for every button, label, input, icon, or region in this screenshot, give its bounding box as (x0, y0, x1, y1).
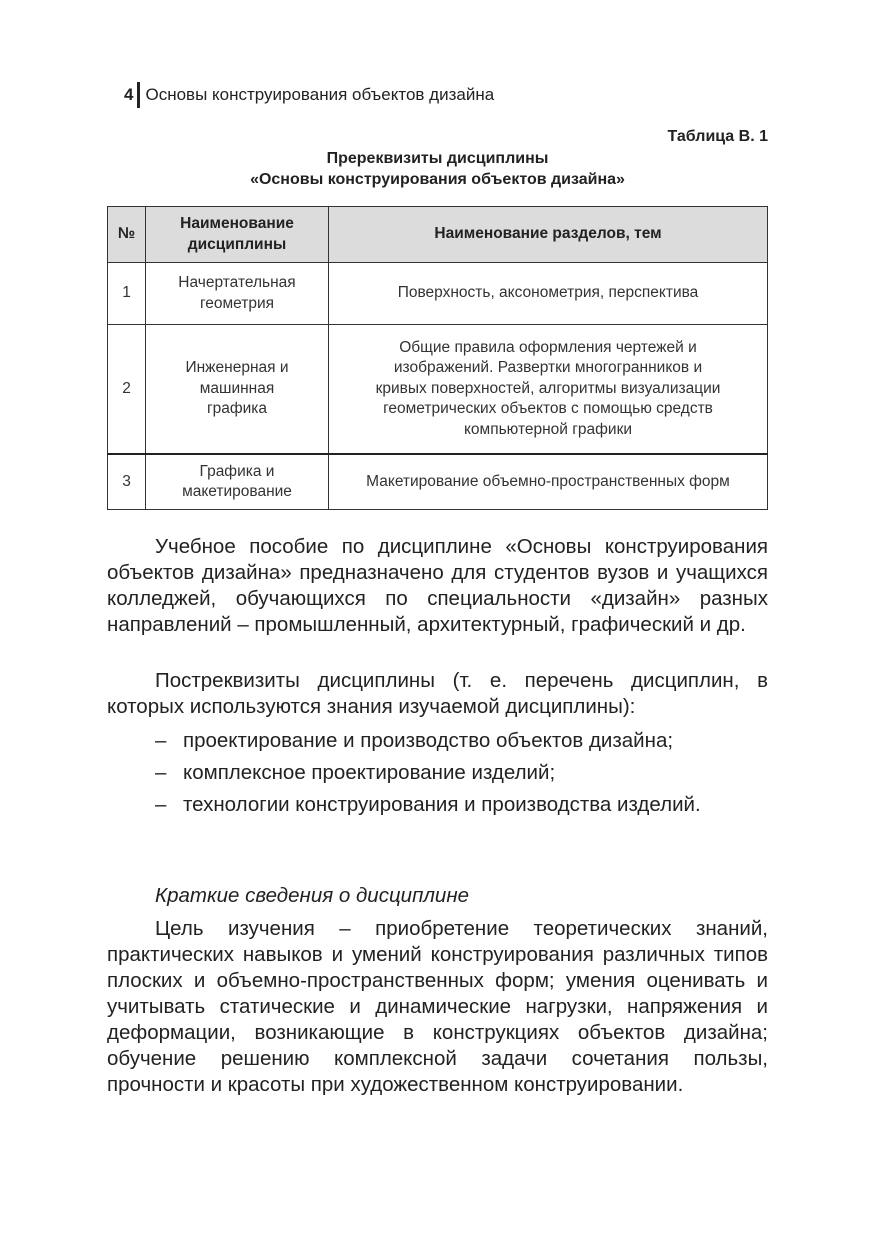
table-label: Таблица В. 1 (667, 128, 768, 145)
paragraph-postrequisites (107, 668, 768, 720)
row-number: 3 (108, 454, 146, 510)
dash-bullet: – (155, 729, 167, 752)
table-row (108, 454, 768, 510)
header-topics: Наименование разделов, тем (329, 207, 768, 263)
table-header-row (108, 207, 768, 263)
row-discipline: Начертательная геометрия (146, 263, 329, 325)
section-subheading: Краткие сведения о дисциплине (155, 884, 469, 907)
list-item (155, 760, 768, 786)
row-topics: Макетирование объемно-пространственных форм (329, 454, 768, 510)
table-row (108, 325, 768, 455)
paragraph-text: Постреквизиты дисциплины (т. е. перечень дисциплин, в которых используются знания изучаемой дисциплины): (107, 669, 768, 718)
row-topics: Поверхность, аксонометрия, перспектива (329, 263, 768, 325)
paragraph-text: Цель изучения – приобретение теоретических знаний, практических навыков и умений конструирования различных типов плоских и объемно-пространственных форм; умения оценивать и учитывать статические и динамические нагрузки, напряжения и деформации, возникающие в конструкциях объектов дизайна; обучение решению комплексной задачи сочетания пользы, прочности и красоты при художественном конструировании. (107, 917, 768, 1096)
table-caption (107, 148, 768, 190)
page-number: 4 (124, 85, 134, 104)
row-discipline: Инженерная и машинная графика (146, 325, 329, 455)
running-head (124, 82, 494, 108)
header-discipline: Наименование дисциплины (146, 207, 329, 263)
list-item (155, 728, 768, 754)
paragraph-text: Учебное пособие по дисциплине «Основы конструирования объектов дизайна» предназначено для студентов вузов и учащихся колледжей, обучающихся по специальности «дизайн» разных направлений – промышленный, архитектурный, графический и др. (107, 535, 768, 636)
header-number: № (108, 207, 146, 263)
list-item-text: технологии конструирования и производства изделий. (183, 793, 701, 816)
table-caption-line1: Пререквизиты дисциплины (326, 150, 549, 167)
paragraph-goal (107, 916, 768, 1098)
book-title: Основы конструирования объектов дизайна (145, 85, 495, 104)
dash-bullet: – (155, 793, 167, 816)
row-number: 2 (108, 325, 146, 455)
prerequisites-table (107, 206, 768, 510)
postrequisites-list (155, 728, 768, 824)
table-caption-line2: «Основы конструирования объектов дизайна» (250, 171, 625, 188)
table-row (108, 263, 768, 325)
paragraph-purpose (107, 534, 768, 638)
header-divider (137, 82, 140, 108)
row-discipline: Графика и макетирование (146, 454, 329, 510)
row-topics: Общие правила оформления чертежей и изображений. Развертки многогранников и кривых поверхностей, алгоритмы визуализации геометрических объектов с помощью средств компьютерной графики (329, 325, 768, 455)
row-number: 1 (108, 263, 146, 325)
dash-bullet: – (155, 761, 167, 784)
list-item-text: комплексное проектирование изделий; (183, 761, 556, 784)
list-item-text: проектирование и производство объектов дизайна; (183, 729, 674, 752)
list-item (155, 792, 768, 818)
